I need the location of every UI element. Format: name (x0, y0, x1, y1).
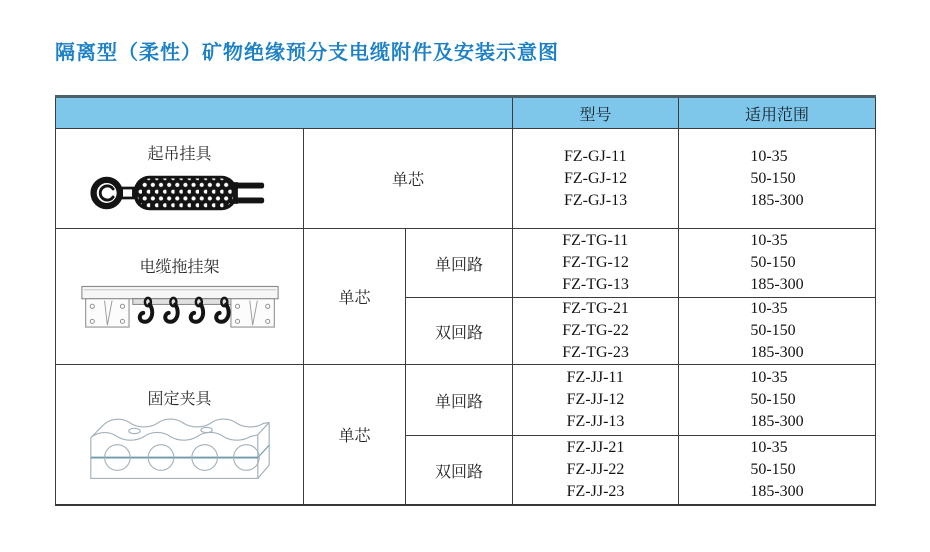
model-value: FZ-GJ-11 (563, 147, 627, 165)
model-value: FZ-GJ-12 (563, 169, 628, 187)
header-range: 适用范围 (679, 97, 876, 129)
range-cell (679, 365, 876, 436)
item-label: 电缆拖挂架 (139, 258, 220, 276)
range-value: 10-35 (750, 369, 788, 386)
range-value: 50-150 (750, 461, 796, 478)
model-cell (513, 229, 679, 298)
range-value: 10-35 (750, 147, 788, 165)
header-empty-cell (56, 97, 513, 129)
range-value: 185-300 (750, 276, 804, 293)
model-value: FZ-JJ-13 (566, 413, 625, 430)
range-value: 50-150 (750, 254, 796, 271)
model-value: FZ-JJ-11 (566, 369, 624, 386)
range-value: 185-300 (750, 344, 804, 361)
model-value: FZ-TG-23 (562, 344, 629, 361)
range-value: 10-35 (750, 300, 788, 317)
model-value: FZ-JJ-23 (566, 483, 625, 500)
model-value: FZ-TG-22 (562, 322, 629, 339)
range-cell (679, 129, 876, 229)
header-model: 型号 (513, 97, 679, 129)
table-row (56, 365, 876, 436)
item-label: 起吊挂具 (147, 145, 212, 163)
core-cell: 单芯 (304, 229, 406, 365)
range-value: 185-300 (750, 191, 804, 209)
range-cell (679, 436, 876, 506)
loop-cell: 单回路 (406, 365, 513, 436)
core-cell: 单芯 (304, 365, 406, 506)
model-value: FZ-TG-13 (562, 276, 629, 293)
item-cell-fixing-clamp (56, 365, 304, 506)
item-cell-lifting-hanger (56, 129, 304, 229)
model-value: FZ-JJ-22 (566, 461, 625, 478)
clamp-block-illustration (76, 412, 284, 486)
range-value: 50-150 (750, 169, 796, 187)
header-row (56, 97, 876, 129)
loop-cell: 双回路 (406, 298, 513, 365)
model-value: FZ-JJ-12 (566, 391, 625, 408)
model-cell (513, 436, 679, 506)
range-value: 10-35 (750, 439, 788, 456)
range-value: 10-35 (750, 232, 788, 249)
model-value: FZ-TG-11 (562, 232, 629, 249)
table-row (56, 229, 876, 298)
range-value: 50-150 (750, 322, 796, 339)
model-value: FZ-TG-12 (562, 254, 629, 271)
model-value: FZ-JJ-21 (566, 439, 625, 456)
range-value: 50-150 (750, 391, 796, 408)
core-cell: 单芯 (304, 129, 513, 229)
loop-cell: 单回路 (406, 229, 513, 298)
range-value: 185-300 (750, 483, 804, 500)
model-cell (513, 298, 679, 365)
cable-rack-illustration (80, 280, 280, 342)
range-value: 185-300 (750, 413, 804, 430)
model-value: FZ-TG-21 (562, 300, 629, 317)
page-title: 隔离型（柔性）矿物绝缘预分支电缆附件及安装示意图 (55, 42, 559, 64)
model-cell (513, 365, 679, 436)
model-value: FZ-GJ-13 (563, 191, 628, 209)
loop-cell: 双回路 (406, 436, 513, 506)
table-row (56, 129, 876, 229)
spec-table (55, 95, 876, 506)
item-cell-cable-rack (56, 229, 304, 365)
model-cell (513, 129, 679, 229)
range-cell (679, 298, 876, 365)
cable-grip-illustration (85, 167, 275, 219)
item-label: 固定夹具 (147, 390, 212, 408)
range-cell (679, 229, 876, 298)
